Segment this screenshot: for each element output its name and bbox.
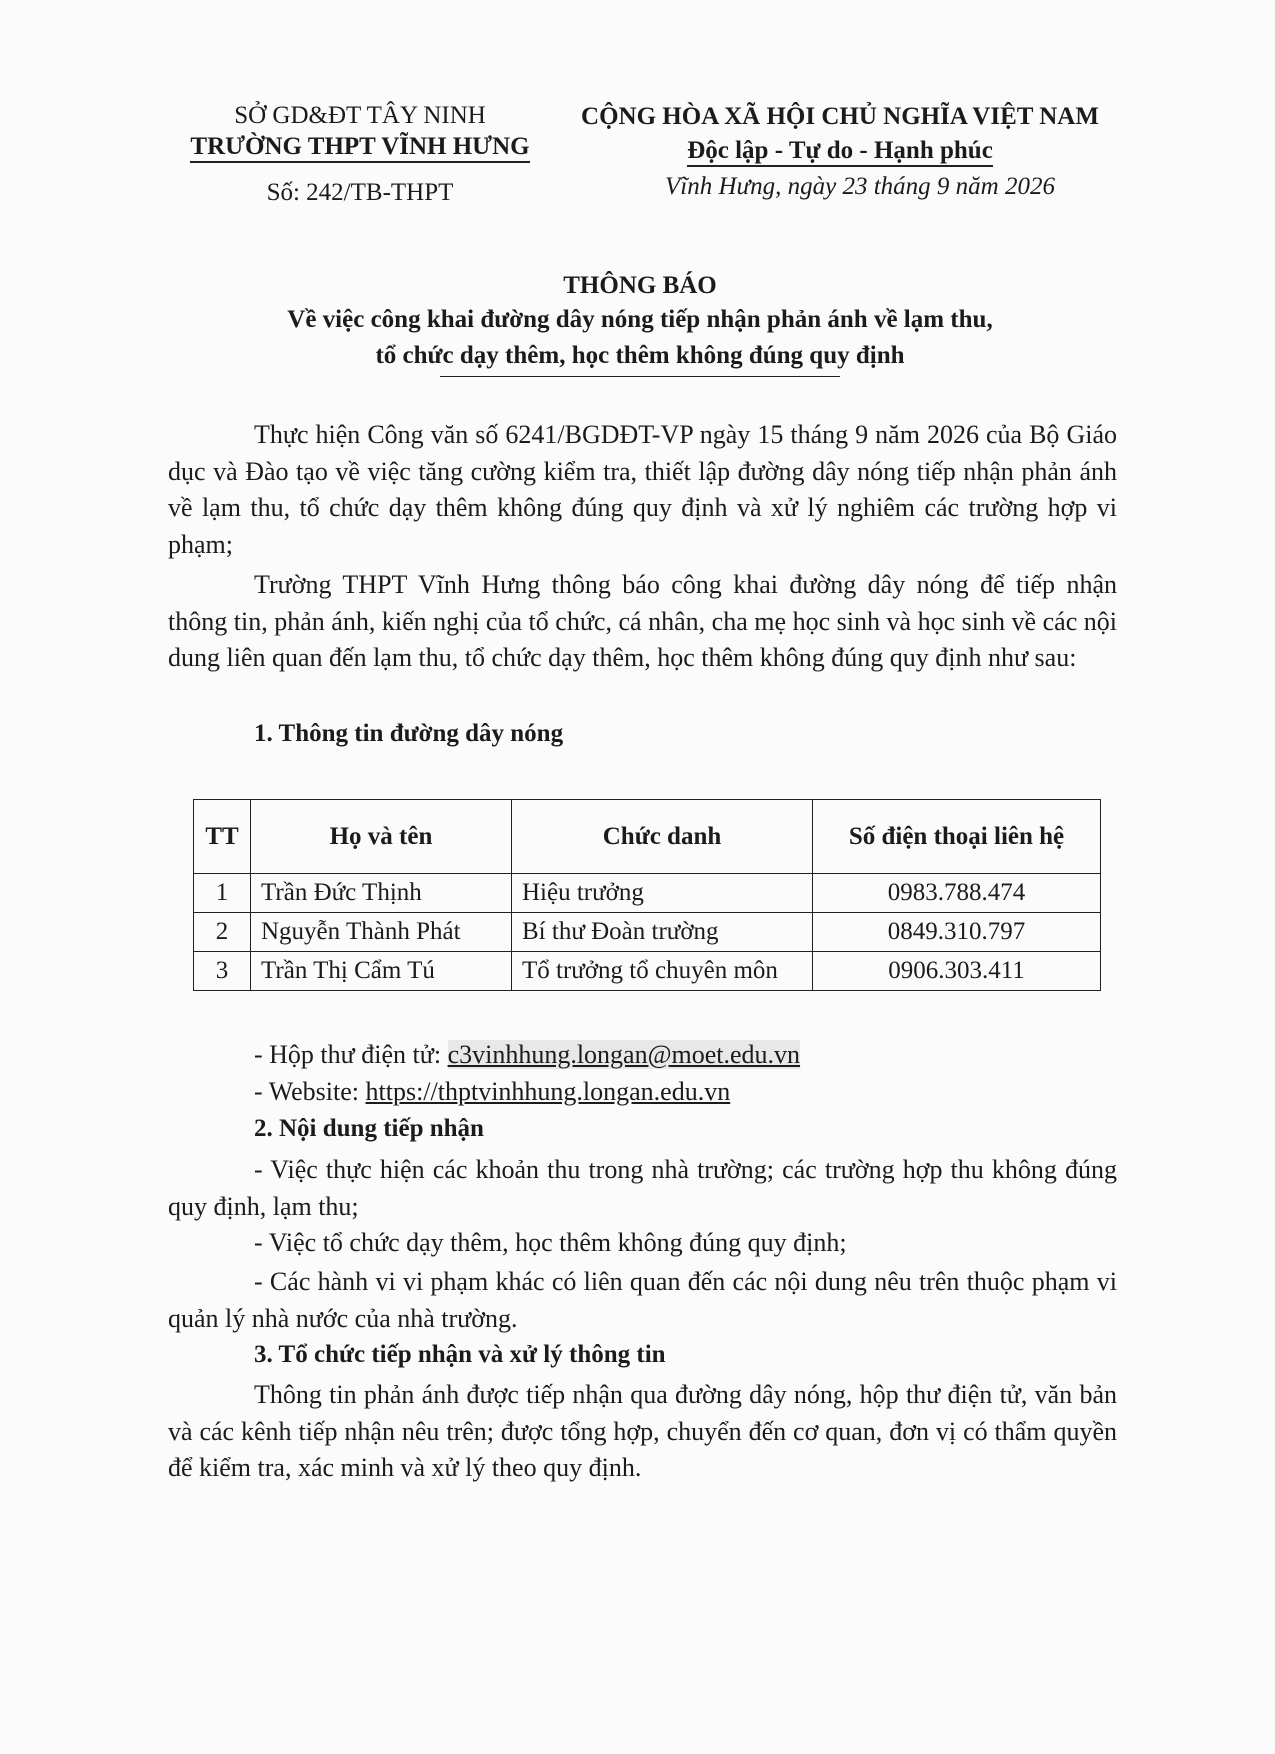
title-subject-line1: Về việc công khai đường dây nóng tiếp nhận phản ánh về lạm thu, (287, 306, 993, 333)
header-phone: Số điện thoại liên hệ (813, 800, 1101, 874)
row-name: Trần Thị Cẩm Tú (251, 952, 512, 991)
section-heading-2: 2. Nội dung tiếp nhận (254, 1115, 484, 1142)
website-link[interactable]: https://thptvinhhung.longan.edu.vn (365, 1077, 731, 1106)
email-line: - Hộp thư điện tử: c3vinhhung.longan@moet.edu.vn (254, 1040, 801, 1069)
department-name: SỞ GD&ĐT TÂY NINH (234, 102, 486, 129)
row-name: Trần Đức Thịnh (251, 874, 512, 913)
row-position: Hiệu trưởng (512, 874, 813, 913)
header-name: Họ và tên (251, 800, 512, 874)
row-position: Bí thư Đoàn trường (512, 913, 813, 952)
section-heading-3: 3. Tổ chức tiếp nhận và xử lý thông tin (254, 1341, 666, 1368)
list-item-tutoring: - Việc tổ chức dạy thêm, học thêm không đúng quy định; (254, 1228, 847, 1257)
section-heading-1: 1. Thông tin đường dây nóng (254, 720, 564, 747)
issuer-header (170, 100, 550, 208)
title-subject-line2: tổ chức dạy thêm, học thêm không đúng quy định (375, 342, 905, 369)
row-index: 3 (194, 952, 251, 991)
website-line: - Website: https://thptvinhhung.longan.edu.vn (254, 1077, 731, 1106)
national-header (560, 100, 1120, 204)
table-row (194, 913, 1101, 952)
row-position: Tổ trưởng tổ chuyên môn (512, 952, 813, 991)
email-link[interactable]: c3vinhhung.longan@moet.edu.vn (447, 1040, 801, 1069)
row-phone: 0983.788.474 (813, 874, 1101, 913)
row-name: Nguyễn Thành Phát (251, 913, 512, 952)
hotline-table (193, 799, 1101, 991)
place-date: Vĩnh Hưng, ngày 23 tháng 9 năm 2026 (664, 173, 1055, 200)
paragraph-processing: Thông tin phản ánh được tiếp nhận qua đường dây nóng, hộp thư điện tử, văn bản và các kênh tiếp nhận nêu trên; được tổng hợp, chuyển đến cơ quan, đơn vị có thẩm quyền để kiểm tra, xác minh và xử lý theo quy định. (168, 1380, 1117, 1482)
title-underline (440, 376, 840, 377)
row-phone: 0906.303.411 (813, 952, 1101, 991)
paragraph-basis: Thực hiện Công văn số 6241/BGDĐT-VP ngày 15 tháng 9 năm 2026 của Bộ Giáo dục và Đào tạo về việc tăng cường kiểm tra, thiết lập đường dây nóng tiếp nhận phản ánh về lạm thu, tổ chức dạy thêm không đúng quy định và xử lý nghiêm các trường hợp vi phạm; (168, 420, 1117, 559)
list-item-other: - Các hành vi vi phạm khác có liên quan đến các nội dung nêu trên thuộc phạm vi quản lý nhà nước của nhà trường. (168, 1267, 1117, 1333)
document-title (190, 270, 1090, 377)
row-phone: 0849.310.797 (813, 913, 1101, 952)
national-motto: Độc lập - Tự do - Hạnh phúc (560, 134, 1120, 168)
country-name: CỘNG HÒA XÃ HỘI CHỦ NGHĨA VIỆT NAM (581, 103, 1099, 130)
header-tt: TT (194, 800, 251, 874)
title-main: THÔNG BÁO (563, 272, 717, 299)
paragraph-announcement: Trường THPT Vĩnh Hưng thông báo công khai đường dây nóng để tiếp nhận thông tin, phản ánh, kiến nghị của tổ chức, cá nhân, cha mẹ học sinh và học sinh về các nội dung liên quan đến lạm thu, tổ chức dạy thêm, học thêm không đúng quy định như sau: (168, 570, 1117, 672)
school-name: TRƯỜNG THPT VĨNH HƯNG (170, 131, 550, 163)
header-position: Chức danh (512, 800, 813, 874)
table-row (194, 874, 1101, 913)
document-number: Số: 242/TB-THPT (266, 179, 454, 206)
list-item-fees: - Việc thực hiện các khoản thu trong nhà trường; các trường hợp thu không đúng quy định, lạm thu; (168, 1155, 1117, 1221)
row-index: 2 (194, 913, 251, 952)
table-header-row (194, 800, 1101, 874)
row-index: 1 (194, 874, 251, 913)
table-row (194, 952, 1101, 991)
